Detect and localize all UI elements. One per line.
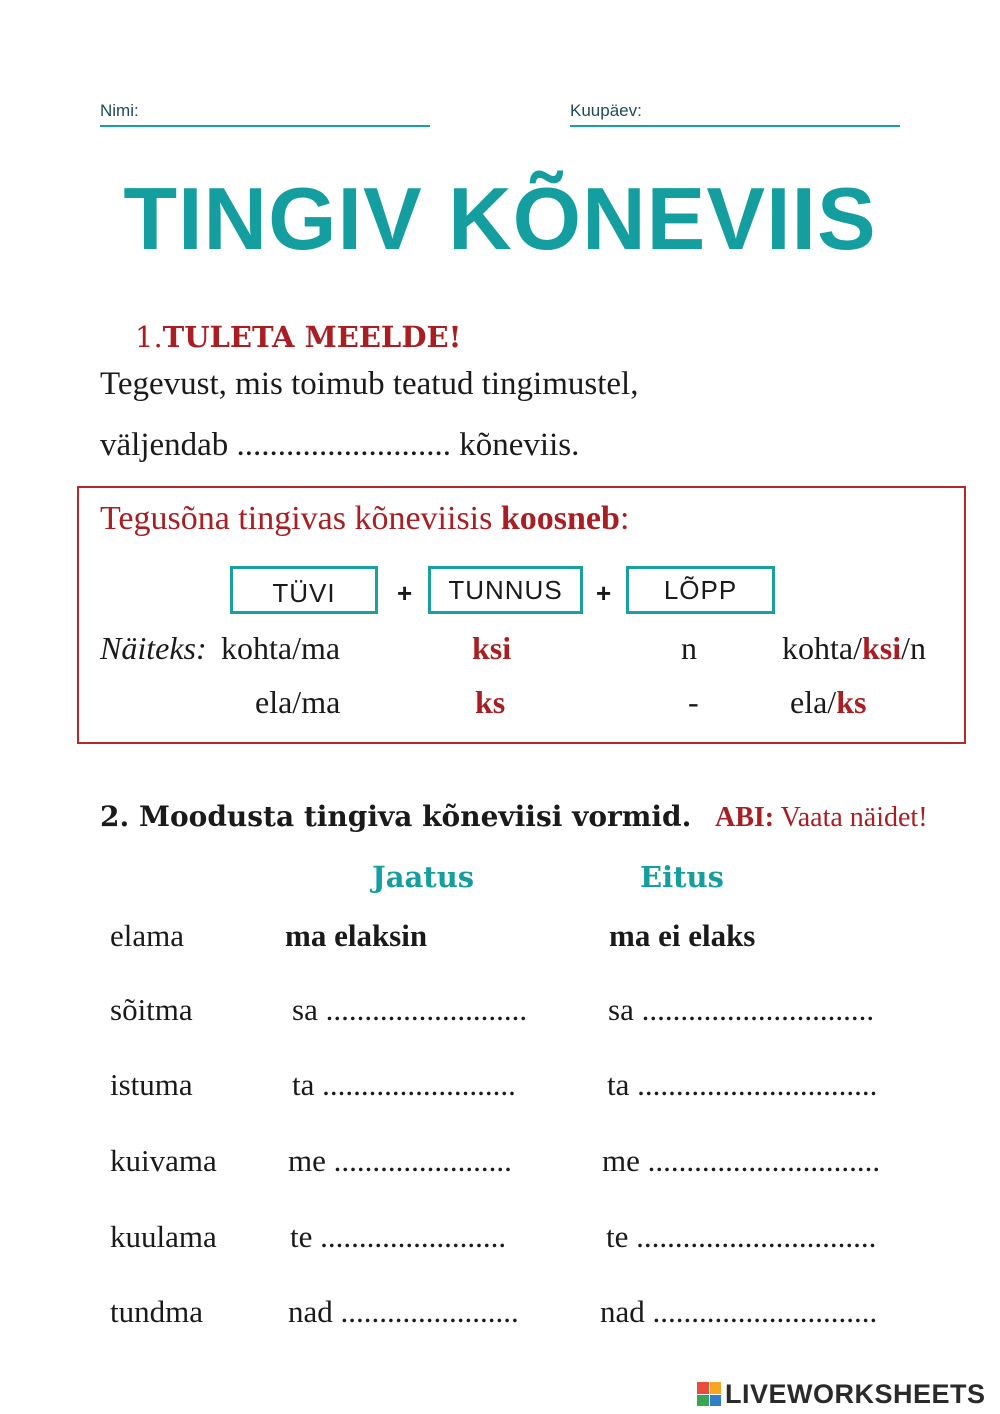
answer-field-eitus[interactable]: sa .............................. — [608, 992, 875, 1027]
example1-stem: kohta/ma — [221, 630, 341, 666]
example2-ending: - — [688, 684, 699, 720]
logo-mark-icon — [697, 1382, 721, 1406]
row-verb: tundma — [110, 1294, 203, 1329]
logo-square-icon — [710, 1395, 722, 1407]
logo-square-icon — [697, 1395, 709, 1407]
section1-line1: Tegevust, mis toimub teatud tingimustel, — [100, 366, 639, 402]
example2-stem: ela/ma — [255, 684, 341, 720]
example2-result — [790, 684, 866, 721]
example2-marker: ks — [475, 684, 506, 720]
example1-result — [782, 630, 926, 667]
example1-ending: n — [681, 630, 697, 666]
answer-field-jaatus[interactable]: sa .......................... — [292, 992, 528, 1027]
example-answer-eitus: ma ei elaks — [609, 918, 756, 953]
example-label: Näiteks: — [100, 630, 207, 666]
example1-result-marker: ksi — [861, 630, 902, 666]
date-field-line[interactable] — [570, 125, 900, 127]
rule-box-heading-suffix: : — [619, 500, 630, 537]
example1-result-pre: kohta/ — [782, 630, 862, 666]
row-verb: kuivama — [110, 1143, 217, 1178]
name-field-line[interactable] — [100, 125, 430, 127]
row-verb: sõitma — [110, 992, 193, 1027]
logo-text: LIVEWORKSHEETS — [725, 1378, 986, 1409]
part-chip-tuvi: TÜVI — [230, 566, 378, 614]
section1-line2 — [100, 427, 579, 464]
answer-field-eitus[interactable]: me .............................. — [602, 1143, 881, 1178]
section1-line2-after: kõneviis. — [451, 427, 580, 463]
rule-box-heading-bold: koosneb — [500, 500, 620, 537]
section1-number: 1. — [135, 320, 163, 354]
section1-heading — [135, 320, 461, 354]
help-note — [715, 802, 928, 834]
help-label: ABI: — [715, 802, 775, 833]
answer-field-eitus[interactable]: nad ............................. — [600, 1294, 878, 1329]
answer-blank-koneviis[interactable]: .......................... — [236, 427, 452, 463]
answer-field-jaatus[interactable]: me ....................... — [288, 1143, 512, 1178]
section1-heading-text: TULETA MEELDE! — [162, 320, 462, 354]
date-label: Kuupäev: — [570, 101, 642, 120]
part-chip-tunnus: TUNNUS — [428, 566, 583, 614]
example2-result-pre: ela/ — [790, 684, 837, 720]
row-verb: kuulama — [110, 1219, 217, 1254]
plus-sign-1: + — [397, 578, 413, 608]
example-answer-jaatus: ma elaksin — [285, 918, 428, 953]
answer-field-jaatus[interactable]: nad ....................... — [288, 1294, 519, 1329]
name-label: Nimi: — [100, 101, 139, 120]
answer-field-jaatus[interactable]: ta ......................... — [292, 1067, 516, 1102]
help-text: Vaata näidet! — [774, 802, 928, 833]
column-header-eitus: Eitus — [640, 860, 724, 894]
logo-square-icon — [710, 1382, 722, 1394]
row-verb: istuma — [110, 1067, 193, 1102]
part-chip-lopp: LÕPP — [626, 566, 775, 614]
answer-field-jaatus[interactable]: te ........................ — [290, 1219, 507, 1254]
answer-field-eitus[interactable]: te ............................... — [606, 1219, 877, 1254]
rule-box-heading-prefix: Tegusõna tingivas kõneviisis — [100, 500, 501, 537]
section2-heading: 2. Moodusta tingiva kõneviisi vormid. — [100, 800, 692, 833]
row-verb: elama — [110, 918, 185, 953]
logo-square-icon — [697, 1382, 709, 1394]
column-header-jaatus: Jaatus — [372, 860, 475, 894]
page-title: TINGIV KÕNEVIIS — [123, 169, 877, 268]
liveworksheets-logo — [697, 1378, 986, 1410]
example1-marker: ksi — [472, 630, 512, 666]
example1-result-post: /n — [901, 630, 927, 666]
answer-field-eitus[interactable]: ta ............................... — [607, 1067, 878, 1102]
section1-line2-before: väljendab — [100, 427, 237, 463]
plus-sign-2: + — [596, 578, 612, 608]
example2-result-marker: ks — [836, 684, 867, 720]
rule-box-heading — [100, 500, 629, 538]
